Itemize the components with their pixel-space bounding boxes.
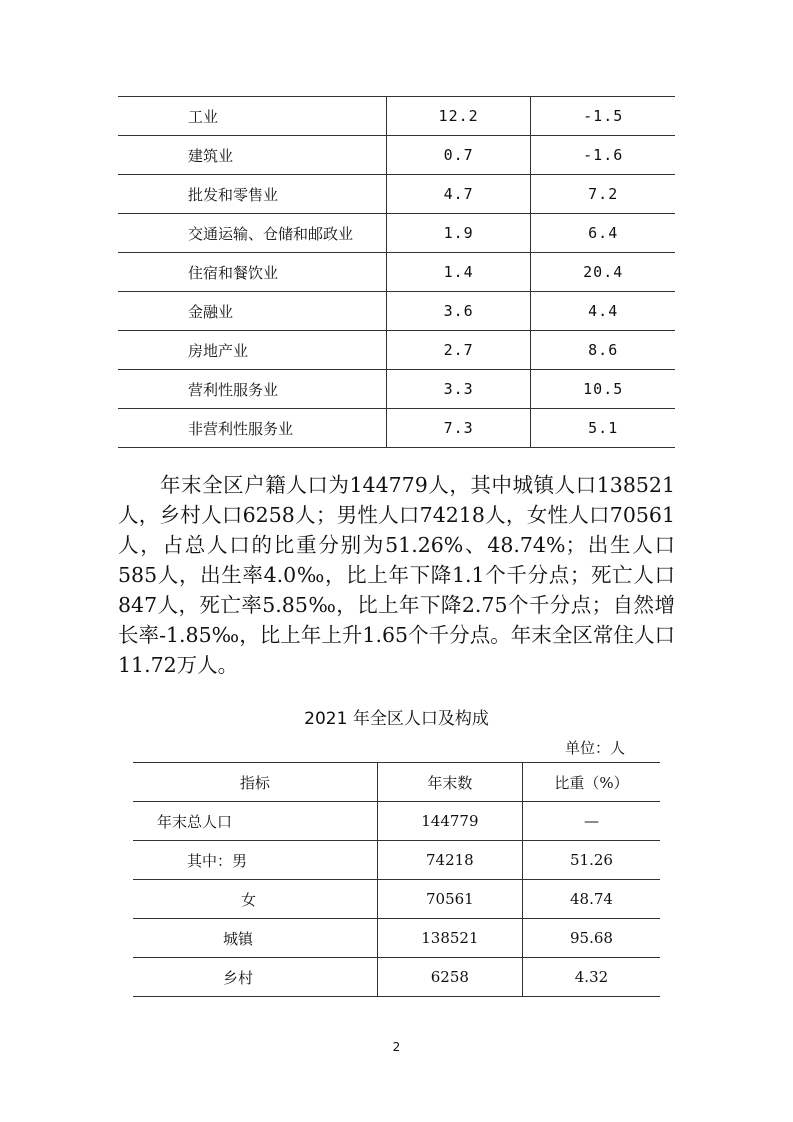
table-row [133, 880, 660, 919]
share-percent: 48.74 [522, 880, 660, 919]
industry-name: 交通运输、仓储和邮政业 [118, 214, 386, 253]
growth-value-2: 5.1 [531, 409, 675, 448]
growth-value-1: 2.7 [386, 331, 531, 370]
year-end-count: 144779 [377, 802, 522, 841]
table-row [118, 136, 675, 175]
table-row [118, 214, 675, 253]
growth-value-2: 8.6 [531, 331, 675, 370]
share-percent: 95.68 [522, 919, 660, 958]
year-end-count: 70561 [377, 880, 522, 919]
population-table-title: 2021 年全区人口及构成 [304, 709, 489, 729]
industry-name: 工业 [118, 97, 386, 136]
year-end-count: 138521 [377, 919, 522, 958]
header-indicator: 指标 [133, 763, 377, 802]
share-percent: — [522, 802, 660, 841]
growth-value-1: 1.4 [386, 253, 531, 292]
table-row [118, 292, 675, 331]
growth-value-1: 7.3 [386, 409, 531, 448]
indicator-name: 城镇 [133, 919, 377, 958]
growth-value-1: 4.7 [386, 175, 531, 214]
industry-name: 房地产业 [118, 331, 386, 370]
table-row [133, 802, 660, 841]
growth-value-1: 12.2 [386, 97, 531, 136]
growth-value-1: 0.7 [386, 136, 531, 175]
industry-name: 金融业 [118, 292, 386, 331]
table-row [118, 175, 675, 214]
table-row [118, 253, 675, 292]
growth-value-1: 3.3 [386, 370, 531, 409]
table-row [118, 370, 675, 409]
share-percent: 51.26 [522, 841, 660, 880]
table-row [133, 958, 660, 997]
indicator-name: 乡村 [133, 958, 377, 997]
population-table-unit: 单位：人 [565, 739, 626, 757]
indicator-name: 女 [133, 880, 377, 919]
industry-growth-table [118, 96, 675, 448]
header-share: 比重（%） [522, 763, 660, 802]
table-row [118, 331, 675, 370]
growth-value-1: 1.9 [386, 214, 531, 253]
indicator-name: 其中：男 [133, 841, 377, 880]
growth-value-2: -1.6 [531, 136, 675, 175]
industry-name: 营利性服务业 [118, 370, 386, 409]
growth-value-2: 7.2 [531, 175, 675, 214]
industry-name: 建筑业 [118, 136, 386, 175]
table-header-row [133, 763, 660, 802]
indicator-name: 年末总人口 [133, 802, 377, 841]
year-end-count: 74218 [377, 841, 522, 880]
header-count: 年末数 [377, 763, 522, 802]
industry-name: 住宿和餐饮业 [118, 253, 386, 292]
growth-value-1: 3.6 [386, 292, 531, 331]
page-number: 2 [392, 1040, 401, 1054]
population-table [133, 762, 660, 997]
table-row [118, 97, 675, 136]
growth-value-2: 20.4 [531, 253, 675, 292]
growth-value-2: 6.4 [531, 214, 675, 253]
growth-value-2: -1.5 [531, 97, 675, 136]
table-row [118, 409, 675, 448]
table-row [133, 841, 660, 880]
industry-name: 非营利性服务业 [118, 409, 386, 448]
industry-name: 批发和零售业 [118, 175, 386, 214]
share-percent: 4.32 [522, 958, 660, 997]
table-row [133, 919, 660, 958]
year-end-count: 6258 [377, 958, 522, 997]
growth-value-2: 4.4 [531, 292, 675, 331]
population-paragraph: 年末全区户籍人口为144779人，其中城镇人口138521人，乡村人口6258人；男性人口74218人，女性人口70561人，占总人口的比重分别为51.26%、48.74%；出生人口585人，出生率4.0‰，比上年下降1.1个千分点；死亡人口847人，死亡率5.85‰，比上年下降2.75个千分点；自然增长率-1.85‰，比上年上升1.65个千分点。年末全区常住人口11.72万人。 [118, 473, 675, 677]
growth-value-2: 10.5 [531, 370, 675, 409]
